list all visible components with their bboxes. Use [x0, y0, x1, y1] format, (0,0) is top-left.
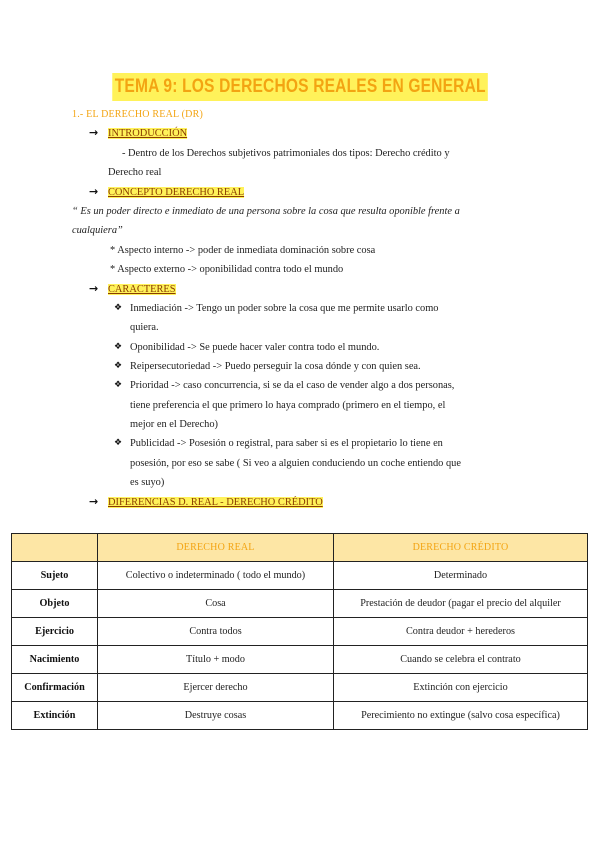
concept-quote-line1: “ Es un poder directo e inmediato de una persona sobre la cosa que resulta oponible frente a	[72, 206, 460, 217]
concept-quote-line2: cualquiera”	[72, 225, 123, 236]
table-cell-real: Contra todos	[98, 618, 334, 646]
intro-text-line1: - Dentro de los Derechos subjetivos patrimoniales dos tipos: Derecho crédito y	[122, 148, 450, 159]
table-cell-credito: Determinado	[334, 562, 588, 590]
table-row	[12, 562, 588, 590]
concept-heading: CONCEPTO DERECHO REAL	[108, 187, 245, 198]
table-cell-real: Colectivo o indeterminado ( todo el mundo)	[98, 562, 334, 590]
table-header-cell: DERECHO CRÉDITO	[334, 534, 588, 562]
table-cell-credito: Prestación de deudor (pagar el precio del alquiler	[334, 590, 588, 618]
table-row	[12, 646, 588, 674]
table-header-row	[12, 534, 588, 562]
diamond-bullet-icon: ❖	[114, 361, 123, 371]
diamond-bullet-icon: ❖	[114, 380, 123, 390]
row-label: Sujeto	[12, 562, 98, 590]
diamond-bullet-icon: ❖	[114, 303, 123, 313]
row-label: Confirmación	[12, 674, 98, 702]
arrow-icon: →	[89, 126, 99, 139]
differences-heading: DIFERENCIAS D. REAL - DERECHO CRÉDITO	[108, 497, 323, 508]
table-row	[12, 674, 588, 702]
arrow-icon: →	[89, 185, 99, 198]
caracter-item-text: posesión, por eso se sabe ( Si veo a alguien conduciendo un coche entiendo que	[130, 458, 461, 469]
caracter-item-text: mejor en el Derecho)	[130, 419, 218, 430]
table-header-cell	[12, 534, 98, 562]
arrow-icon: →	[89, 495, 99, 508]
table-row	[12, 590, 588, 618]
intro-heading: INTRODUCCIÓN	[108, 128, 188, 139]
table-cell-real: Ejercer derecho	[98, 674, 334, 702]
table-row	[12, 618, 588, 646]
row-label: Ejercicio	[12, 618, 98, 646]
caracteres-heading: CARACTERES	[108, 284, 176, 295]
table-cell-credito: Perecimiento no extingue (salvo cosa específica)	[334, 702, 588, 730]
row-label: Nacimiento	[12, 646, 98, 674]
caracter-item-text: es suyo)	[130, 477, 165, 488]
diamond-bullet-icon: ❖	[114, 342, 123, 352]
table-cell-credito: Contra deudor + herederos	[334, 618, 588, 646]
table-header-cell: DERECHO REAL	[98, 534, 334, 562]
caracter-item-text: Prioridad -> caso concurrencia, si se da el caso de vender algo a dos personas,	[130, 380, 455, 391]
caracter-item-text: Oponibilidad -> Se puede hacer valer contra todo el mundo.	[130, 342, 380, 353]
diamond-bullet-icon: ❖	[114, 438, 123, 448]
page-title: TEMA 9: LOS DERECHOS REALES EN GENERAL	[112, 73, 488, 101]
caracter-item-text: Reipersecutoriedad -> Puedo perseguir la cosa dónde y con quien sea.	[130, 361, 421, 372]
table-cell-real: Cosa	[98, 590, 334, 618]
caracter-item-text: Inmediación -> Tengo un poder sobre la cosa que me permite usarlo como	[130, 303, 439, 314]
table-cell-credito: Cuando se celebra el contrato	[334, 646, 588, 674]
caracter-item-text: tiene preferencia el que primero lo haya comprado (primero en el tiempo, el	[130, 400, 446, 411]
aspect-internal: * Aspecto interno -> poder de inmediata dominación sobre cosa	[110, 245, 376, 256]
section-heading: 1.- EL DERECHO REAL (DR)	[72, 109, 203, 120]
row-label: Extinción	[12, 702, 98, 730]
caracter-item-text: Publicidad -> Posesión o registral, para saber si es el propietario lo tiene en	[130, 438, 443, 449]
caracter-item-text: quiera.	[130, 322, 159, 333]
aspect-external: * Aspecto externo -> oponibilidad contra todo el mundo	[110, 264, 344, 275]
row-label: Objeto	[12, 590, 98, 618]
table-cell-credito: Extinción con ejercicio	[334, 674, 588, 702]
comparison-table	[11, 533, 588, 730]
table-cell-real: Título + modo	[98, 646, 334, 674]
intro-text-line2: Derecho real	[108, 167, 162, 178]
table-row	[12, 702, 588, 730]
table-cell-real: Destruye cosas	[98, 702, 334, 730]
title-container	[0, 73, 600, 101]
arrow-icon: →	[89, 282, 99, 295]
